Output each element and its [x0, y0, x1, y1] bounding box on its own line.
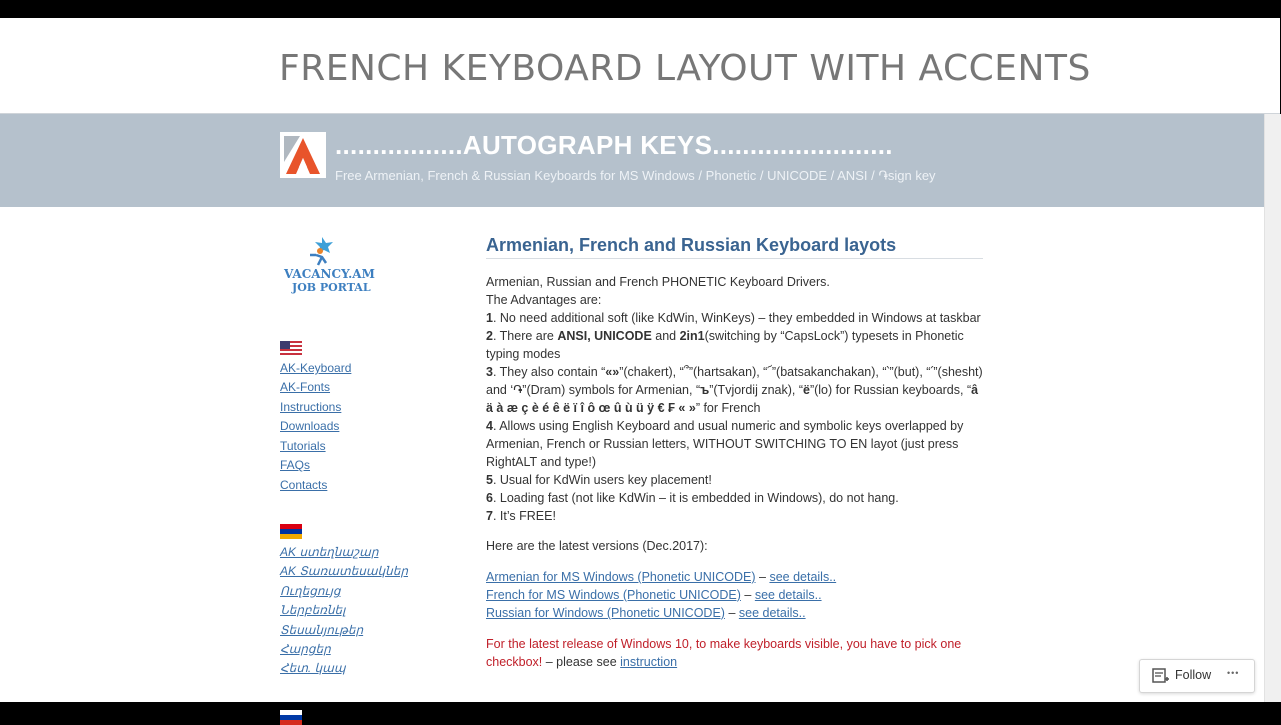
sidebar-link-am-keyboard[interactable]: AK ստեղնաշար [280, 545, 379, 559]
versions-intro: Here are the latest versions (Dec.2017): [486, 539, 708, 553]
armenia-flag-icon [280, 524, 302, 539]
sidebar-link-tutorials[interactable]: Tutorials [280, 439, 326, 453]
version-row: Armenian for MS Windows (Phonetic UNICODE) – see details.. [486, 570, 837, 584]
version-link-russian[interactable]: Russian for Windows (Phonetic UNICODE) [486, 606, 725, 620]
sidebar-link-contacts[interactable]: Contacts [280, 478, 328, 492]
vacancy-logo-line2: JOB PORTAL [292, 281, 371, 294]
version-link-french[interactable]: French for MS Windows (Phonetic UNICODE) [486, 588, 741, 602]
site-header [0, 114, 1264, 207]
main-article [486, 236, 986, 671]
follow-label: Follow [1175, 668, 1212, 682]
article-heading: Armenian, French and Russian Keyboard layots [486, 236, 983, 259]
page-scrollbar[interactable] [1264, 114, 1281, 702]
advantage-item: 3. They also contain “«»”(chakert), “՞”(hartsakan), “՜”(batsakanchakan), “՝”(but), “՛”(shesht) and ‘֏”(Dram) symbols for Armenian, “ъ”(Tvjordij znak), “ё”(lo) for Russian keyboards, “â ä à æ ç è é ê ë ï î ô œ û ù ü ÿ € ₣ « »” for French [486, 365, 983, 415]
advantages-label: The Advantages are: [486, 293, 602, 307]
advantage-item: 7. It’s FREE! [486, 509, 556, 523]
sidebar-link-am-questions[interactable]: Հարցեր [280, 642, 331, 656]
sidebar-link-am-guide[interactable]: Ուղեցույց [280, 584, 341, 598]
intro-line: Armenian, Russian and French PHONETIC Keyboard Drivers. [486, 275, 830, 289]
version-link-armenian[interactable]: Armenian for MS Windows (Phonetic UNICODE) [486, 570, 756, 584]
advantage-item: 4. Allows using English Keyboard and usual numeric and symbolic keys overlapped by Armenian, French or Russian letters, WITHOUT SWITCHING TO EN layot (just press RightALT and type!) [486, 419, 964, 469]
details-link-russian[interactable]: see details.. [738, 606, 806, 620]
site-title[interactable]: .................AUTOGRAPH KEYS........................ [335, 130, 893, 160]
version-row: Russian for Windows (Phonetic UNICODE) – see details.. [486, 606, 806, 620]
logo-a-icon [280, 132, 326, 178]
follow-icon [1152, 668, 1170, 684]
follow-button[interactable] [1139, 659, 1255, 693]
site-tagline: Free Armenian, French & Russian Keyboards for MS Windows / Phonetic / UNICODE / ANSI / ֏sign key [335, 168, 936, 183]
version-row: French for MS Windows (Phonetic UNICODE) – see details.. [486, 588, 822, 602]
more-options-icon[interactable]: ••• [1227, 668, 1240, 678]
instruction-link[interactable]: instruction [620, 655, 678, 669]
details-link-french[interactable]: see details.. [754, 588, 822, 602]
browser-viewport [0, 18, 1280, 702]
advantage-item: 1. No need additional soft (like KdWin, WinKeys) – they embedded in Windows at taskbar [486, 311, 981, 325]
russia-flag-icon [280, 710, 302, 725]
autograph-keys-logo[interactable] [280, 132, 326, 178]
sidebar-link-am-videos[interactable]: Տեսանյութեր [280, 623, 364, 637]
sidebar-link-am-fonts[interactable]: AK Տառատեսակներ [280, 564, 408, 578]
sidebar-link-instructions[interactable]: Instructions [280, 400, 342, 414]
sidebar-link-am-contact[interactable]: Հետ. կապ [280, 661, 346, 675]
video-title: FRENCH KEYBOARD LAYOUT WITH ACCENTS [279, 48, 1091, 89]
windows10-notice: For the latest release of Windows 10, to make keyboards visible, you have to pick one checkbox! – please see instruction [486, 637, 962, 669]
sidebar-link-ak-keyboard[interactable]: AK-Keyboard [280, 361, 352, 375]
sidebar-link-ak-fonts[interactable]: AK-Fonts [280, 380, 331, 394]
sidebar-link-downloads[interactable]: Downloads [280, 419, 340, 433]
advantage-item: 2. There are ANSI, UNICODE and 2in1(switching by “CapsLock”) typesets in Phonetic typing modes [486, 329, 964, 361]
details-link-armenian[interactable]: see details.. [769, 570, 837, 584]
sidebar-link-am-download[interactable]: Ներբեռնել [280, 603, 346, 617]
advantage-item: 5. Usual for KdWin users key placement! [486, 473, 712, 487]
us-flag-icon [280, 341, 302, 356]
vacancy-logo-line1: VACANCY.AM [284, 267, 375, 281]
sidebar-link-faqs[interactable]: FAQs [280, 458, 311, 472]
vacancy-logo-icon [284, 235, 375, 297]
video-title-banner [0, 18, 1280, 114]
advantage-item: 6. Loading fast (not like KdWin – it is embedded in Windows), do not hang. [486, 491, 899, 505]
vacancy-am-logo[interactable] [284, 235, 375, 297]
